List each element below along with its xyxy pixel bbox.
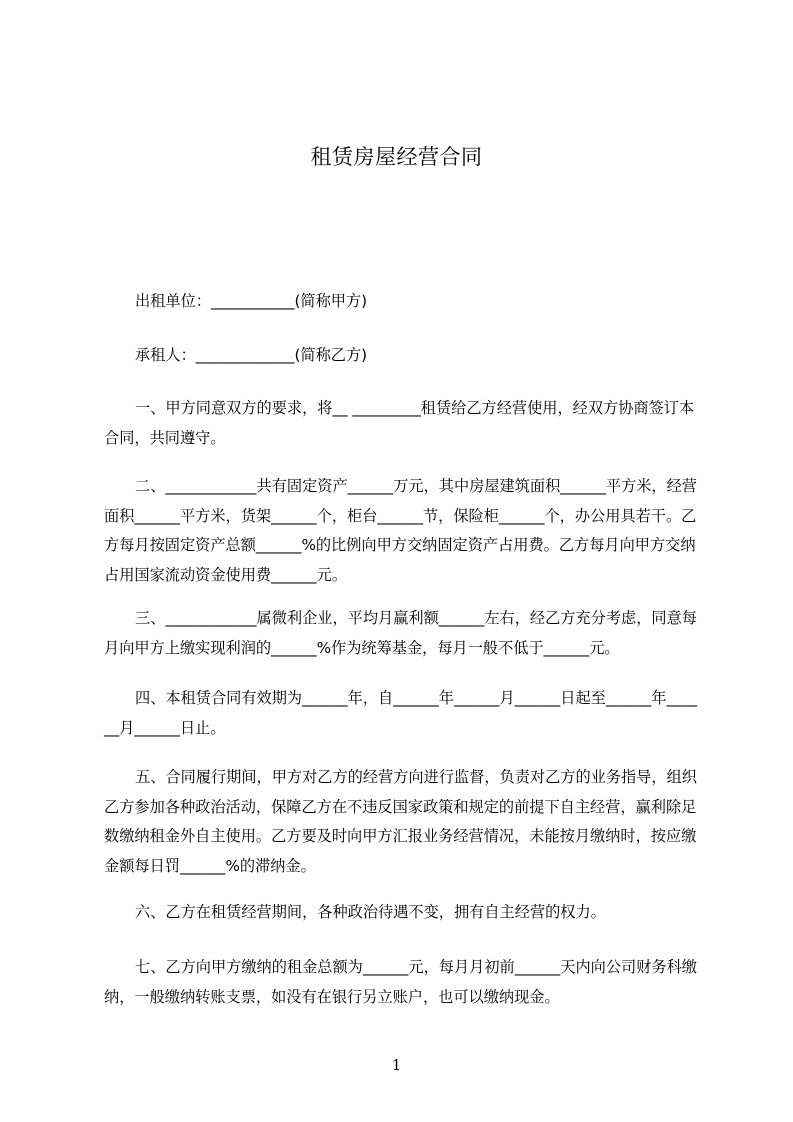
clause-5: 五、合同履行期间，甲方对乙方的经营方向进行监督，负责对乙方的业务指导，组织乙方参加各种政治活动，保障乙方在不违反国家政策和规定的前提下自主经营，赢利除足数缴纳租金外自主使用。乙方要及时向甲方汇报业务经营情况，未能按月缴纳时，按应缴金额每日罚______%的滞纳金。 — [104, 768, 697, 875]
clause-6: 六、乙方在租赁经营期间，各种政治待遇不变，拥有自主经营的权力。 — [135, 903, 606, 921]
clause-2: 二、____________共有固定资产______万元，其中房屋建筑面积______平方米，经营面积______平方米，货架______个，柜台______节，保险柜______个，办公用具若干。乙方每月按固定资产总额______%的比例向甲方交纳固定资产占用费。乙方每月向甲方交纳占用国家流动资金使用费______元。 — [104, 477, 697, 584]
page-number: 1 — [391, 1056, 402, 1074]
lessee-line: 承租人：_____________(简称乙方) — [135, 346, 368, 364]
lessor-line: 出租单位：___________(简称甲方) — [135, 292, 368, 310]
clause-3: 三、____________属微利企业，平均月赢利额______左右，经乙方充分考虑，同意每月向甲方上缴实现利润的______%作为统筹基金，每月一般不低于______元。 — [104, 609, 697, 657]
clause-1: 一、甲方同意双方的要求，将__ _________租赁给乙方经营使用，经双方协商签订本合同，共同遵守。 — [104, 399, 695, 447]
clause-4: 四、本租赁合同有效期为______年，自______年______月______日起至______年______月______日止。 — [104, 689, 697, 737]
document-title: 租赁房屋经营合同 — [310, 145, 483, 169]
clause-7: 七、乙方向甲方缴纳的租金总额为______元，每月月初前______天内向公司财务科缴纳，一般缴纳转账支票，如没有在银行另立账户，也可以缴纳现金。 — [104, 958, 697, 1006]
